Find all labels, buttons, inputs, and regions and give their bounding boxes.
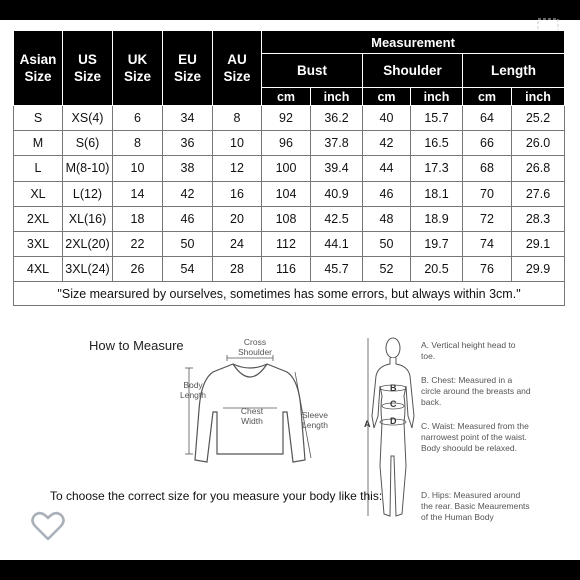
table-cell: 22 bbox=[113, 231, 163, 256]
note-c: C. Waist: Measured from the narrowest point of the waist. Body shoould be relaxed. bbox=[421, 421, 529, 453]
table-cell: 72 bbox=[463, 206, 512, 231]
table-cell: 34 bbox=[163, 106, 213, 131]
table-cell: 16 bbox=[213, 181, 262, 206]
table-cell: 108 bbox=[262, 206, 311, 231]
table-cell: 66 bbox=[463, 131, 512, 156]
table-cell: 76 bbox=[463, 257, 512, 282]
chest-width-label: Chest Width bbox=[240, 406, 264, 426]
table-cell: 48 bbox=[363, 206, 411, 231]
size-chart-table bbox=[13, 30, 565, 306]
header-us-size: US Size bbox=[63, 31, 113, 106]
table-cell: XL bbox=[14, 181, 63, 206]
table-cell: 10 bbox=[113, 156, 163, 181]
header-shoulder: Shoulder bbox=[363, 54, 463, 88]
table-cell: 42 bbox=[363, 131, 411, 156]
header-eu-size: EU Size bbox=[163, 31, 213, 106]
table-cell: XL(16) bbox=[63, 206, 113, 231]
body-letter-b: B bbox=[390, 383, 397, 393]
table-cell: 4XL bbox=[14, 257, 63, 282]
table-cell: 27.6 bbox=[512, 181, 565, 206]
unit-header: cm bbox=[463, 88, 512, 106]
heart-outline-icon[interactable] bbox=[30, 510, 66, 542]
unit-header: inch bbox=[512, 88, 565, 106]
table-cell: 20.5 bbox=[411, 257, 463, 282]
table-cell: 12 bbox=[213, 156, 262, 181]
table-row bbox=[14, 257, 565, 282]
table-cell: 92 bbox=[262, 106, 311, 131]
table-cell: 14 bbox=[113, 181, 163, 206]
table-cell: 36 bbox=[163, 131, 213, 156]
table-cell: 3XL bbox=[14, 231, 63, 256]
unit-header: cm bbox=[363, 88, 411, 106]
note-a: A. Vertical height head to toe. bbox=[421, 340, 516, 361]
table-cell: 64 bbox=[463, 106, 512, 131]
table-cell: XS(4) bbox=[63, 106, 113, 131]
table-cell: 29.9 bbox=[512, 257, 565, 282]
table-cell: 8 bbox=[213, 106, 262, 131]
table-cell: 6 bbox=[113, 106, 163, 131]
table-cell: 44.1 bbox=[311, 231, 363, 256]
table-cell: 25.2 bbox=[512, 106, 565, 131]
table-cell: 20 bbox=[213, 206, 262, 231]
table-cell: 26 bbox=[113, 257, 163, 282]
table-cell: 28 bbox=[213, 257, 262, 282]
table-cell: 2XL bbox=[14, 206, 63, 231]
bottom-letterbox bbox=[0, 560, 580, 580]
table-cell: 44 bbox=[363, 156, 411, 181]
table-cell: 70 bbox=[463, 181, 512, 206]
table-cell: 19.7 bbox=[411, 231, 463, 256]
table-row bbox=[14, 181, 565, 206]
body-letter-d: D bbox=[390, 416, 397, 426]
table-cell: 17.3 bbox=[411, 156, 463, 181]
table-cell: 68 bbox=[463, 156, 512, 181]
table-cell: 74 bbox=[463, 231, 512, 256]
table-row bbox=[14, 156, 565, 181]
table-cell: 10 bbox=[213, 131, 262, 156]
table-cell: 28.3 bbox=[512, 206, 565, 231]
table-cell: 40 bbox=[363, 106, 411, 131]
table-note: "Size mearsured by ourselves, sometimes has some errors, but always within 3cm." bbox=[14, 282, 565, 306]
unit-header: cm bbox=[262, 88, 311, 106]
table-cell: 52 bbox=[363, 257, 411, 282]
table-cell: 2XL(20) bbox=[63, 231, 113, 256]
header-uk-size: UK Size bbox=[113, 31, 163, 106]
table-cell: L bbox=[14, 156, 63, 181]
how-to-measure-title: How to Measure bbox=[89, 338, 184, 353]
table-cell: L(12) bbox=[63, 181, 113, 206]
table-cell: 96 bbox=[262, 131, 311, 156]
table-cell: 40.9 bbox=[311, 181, 363, 206]
table-cell: 26.8 bbox=[512, 156, 565, 181]
table-cell: 18.9 bbox=[411, 206, 463, 231]
header-measurement: Measurement bbox=[262, 31, 565, 54]
table-cell: 46 bbox=[163, 206, 213, 231]
table-cell: 38 bbox=[163, 156, 213, 181]
table-row bbox=[14, 231, 565, 256]
header-au-size: AU Size bbox=[213, 31, 262, 106]
table-cell: 37.8 bbox=[311, 131, 363, 156]
measure-instruction: To choose the correct size for you measure your body like this: bbox=[50, 489, 383, 503]
table-cell: 42.5 bbox=[311, 206, 363, 231]
table-cell: 18 bbox=[113, 206, 163, 231]
sleeve-length-label: Sleeve Length bbox=[302, 410, 328, 430]
table-cell: 8 bbox=[113, 131, 163, 156]
table-cell: 100 bbox=[262, 156, 311, 181]
table-cell: 45.7 bbox=[311, 257, 363, 282]
table-cell: 54 bbox=[163, 257, 213, 282]
header-asian-size: Asian Size bbox=[14, 31, 63, 106]
table-row bbox=[14, 206, 565, 231]
table-cell: M bbox=[14, 131, 63, 156]
table-cell: 3XL(24) bbox=[63, 257, 113, 282]
table-cell: S(6) bbox=[63, 131, 113, 156]
table-cell: 50 bbox=[163, 231, 213, 256]
table-cell: M(8-10) bbox=[63, 156, 113, 181]
unit-header: inch bbox=[411, 88, 463, 106]
body-letter-a: A bbox=[364, 419, 371, 429]
table-cell: 26.0 bbox=[512, 131, 565, 156]
body-length-label: Body Length bbox=[180, 380, 206, 400]
table-cell: 116 bbox=[262, 257, 311, 282]
note-b: B. Chest: Measured in a circle around the breasts and back. bbox=[421, 375, 531, 407]
table-row bbox=[14, 131, 565, 156]
table-cell: 24 bbox=[213, 231, 262, 256]
table-cell: 39.4 bbox=[311, 156, 363, 181]
table-cell: S bbox=[14, 106, 63, 131]
header-length: Length bbox=[463, 54, 565, 88]
table-cell: 46 bbox=[363, 181, 411, 206]
table-cell: 36.2 bbox=[311, 106, 363, 131]
table-cell: 16.5 bbox=[411, 131, 463, 156]
table-cell: 104 bbox=[262, 181, 311, 206]
table-row bbox=[14, 106, 565, 131]
table-cell: 112 bbox=[262, 231, 311, 256]
top-letterbox bbox=[0, 0, 580, 20]
unit-header: inch bbox=[311, 88, 363, 106]
table-cell: 18.1 bbox=[411, 181, 463, 206]
table-note-row bbox=[14, 282, 565, 306]
note-d: D. Hips: Measured around the rear. Basic Meaurements of the Human Body bbox=[421, 490, 530, 522]
table-cell: 50 bbox=[363, 231, 411, 256]
table-cell: 42 bbox=[163, 181, 213, 206]
table-cell: 15.7 bbox=[411, 106, 463, 131]
cross-shoulder-label: Cross Shoulder bbox=[237, 337, 273, 357]
table-cell: 29.1 bbox=[512, 231, 565, 256]
body-letter-c: C bbox=[390, 399, 397, 409]
header-bust: Bust bbox=[262, 54, 363, 88]
